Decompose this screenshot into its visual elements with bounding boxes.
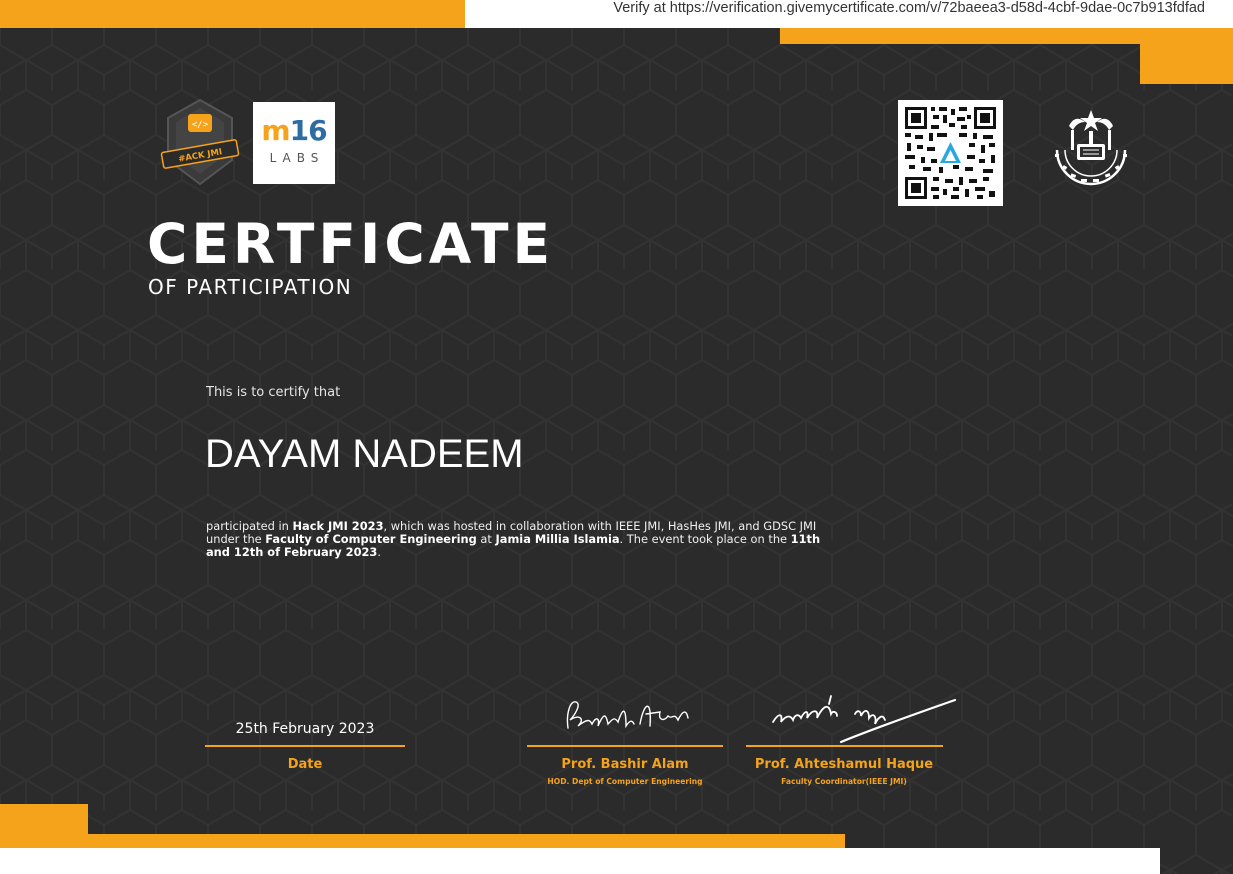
faculty-name: Faculty of Computer Engineering	[265, 532, 477, 546]
verification-bar	[465, 0, 1233, 28]
svg-text:</>: </>	[191, 120, 209, 130]
m16-labs-logo	[253, 102, 335, 184]
signatory2-line	[746, 745, 943, 747]
bottom-white-strip	[0, 848, 1160, 874]
signature-bashir-alam	[560, 690, 700, 738]
signatory2-title: Faculty Coordinator(IEEE JMI)	[781, 777, 907, 786]
signature-ahteshamul-haque	[765, 684, 960, 744]
date-label: Date	[287, 757, 323, 772]
event-dates: 11th and 12th of February 2023	[206, 532, 821, 559]
top-orange-bar	[0, 0, 465, 28]
university-seal-icon	[1045, 104, 1137, 196]
participation-description: participated in Hack JMI 2023, which was hosted in collaboration with IEEE JMI, HasHes JMI, and GDSC JMI under the Faculty of Computer Engineering at Jamia Millia Islamia. The event took place on the 11th and 12th of February 2023.	[206, 519, 821, 559]
qr-code-icon[interactable]	[898, 100, 1003, 206]
hack-jmi-logo	[160, 98, 240, 186]
certificate-title: CERTFICATE	[147, 212, 555, 276]
hack-jmi-logo-text: #ACK JMI	[177, 147, 224, 165]
verification-link[interactable]: Verify at https://verification.givemycertificate.com/v/72baeea3-d58d-4cbf-9dae-0c7b913fdfad	[613, 0, 1205, 16]
signatory1-title: HOD. Dept of Computer Engineering	[547, 777, 703, 786]
event-name: Hack JMI 2023	[292, 519, 384, 533]
signatory2-name: Prof. Ahteshamul Haque	[754, 757, 934, 772]
m16-logo-sub: LABS	[269, 151, 325, 165]
university-name: Jamia Millia Islamia	[495, 532, 620, 546]
issue-date: 25th February 2023	[235, 721, 375, 737]
signatory1-name: Prof. Bashir Alam	[561, 757, 689, 772]
date-line	[205, 745, 405, 747]
recipient-name: DAYAM NADEEM	[205, 432, 524, 476]
certificate-subtitle: OF PARTICIPATION	[148, 275, 353, 299]
m16-logo-main: m16	[261, 114, 327, 147]
certify-line: This is to certify that	[206, 385, 341, 400]
signatory1-line	[527, 745, 723, 747]
